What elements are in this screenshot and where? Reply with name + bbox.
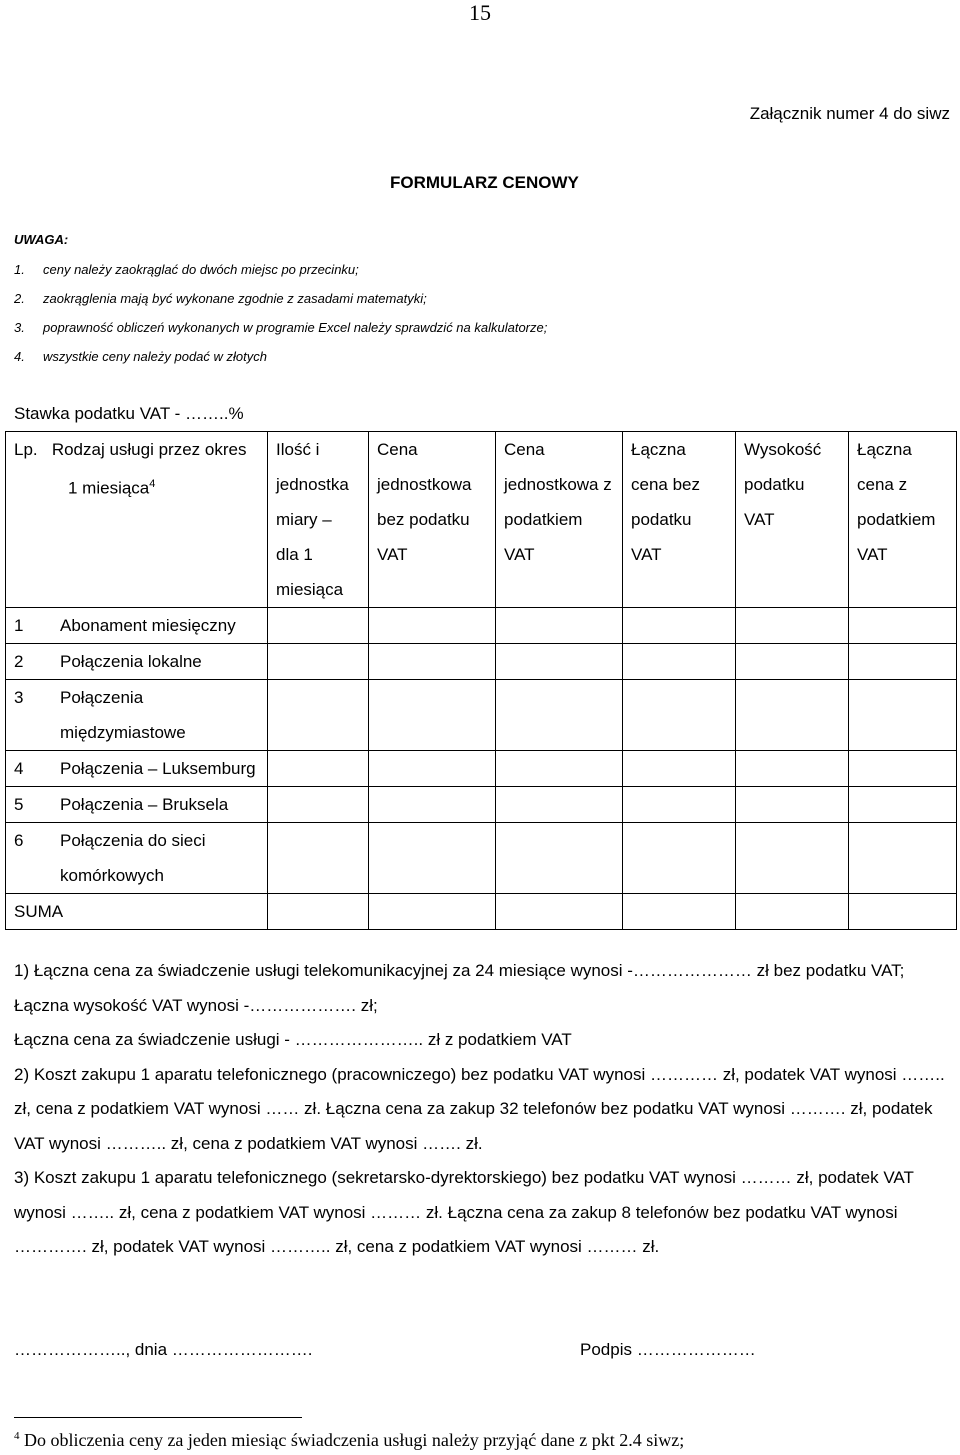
unit-price-net-cell[interactable] xyxy=(369,787,496,823)
unit-price-gross-cell[interactable] xyxy=(496,823,623,894)
sum-label: SUMA xyxy=(6,894,268,930)
table-header-row xyxy=(6,432,957,608)
notice-list xyxy=(14,262,547,378)
footnote-number: 4 xyxy=(14,1430,20,1442)
paragraph-line: Łączna wysokość VAT wynosi -………………. zł; xyxy=(14,996,378,1015)
unit-price-gross-cell[interactable] xyxy=(496,608,623,644)
total-net-cell[interactable] xyxy=(623,608,736,644)
table-row xyxy=(6,608,957,644)
vat-amount-cell[interactable] xyxy=(736,823,849,894)
paragraph-line: wynosi …….. zł, cena z podatkiem VAT wynosi ……… zł. Łączna cena za zakup 8 telefonów bez podatku VAT wynosi xyxy=(14,1203,898,1222)
page-number: 15 xyxy=(469,0,491,25)
vat-amount-cell[interactable] xyxy=(736,644,849,680)
notice-label: UWAGA: xyxy=(14,232,69,247)
quantity-cell[interactable] xyxy=(268,680,369,751)
footnote-mark: 4 xyxy=(149,478,156,490)
date-line: ……………….., dnia ……………………. xyxy=(14,1340,313,1359)
paragraph-line: 3) Koszt zakupu 1 aparatu telefonicznego (sekretarsko-dyrektorskiego) bez podatku VAT wynosi ……… zł, podatek VAT xyxy=(14,1168,914,1187)
paragraph-line: zł, cena z podatkiem VAT wynosi …… zł. Łączna cena za zakup 32 telefonów bez podatku VAT wynosi ………. zł, podatek xyxy=(14,1099,933,1118)
vat-amount-cell[interactable] xyxy=(736,787,849,823)
document-title: FORMULARZ CENOWY xyxy=(390,173,579,192)
table-row xyxy=(6,644,957,680)
unit-price-net-cell[interactable] xyxy=(369,894,496,930)
total-net-cell[interactable] xyxy=(623,644,736,680)
quantity-cell[interactable] xyxy=(268,751,369,787)
service-cell: 6 Połączenia do sieci komórkowych xyxy=(6,823,268,894)
paragraph-line: 2) Koszt zakupu 1 aparatu telefonicznego (pracowniczego) bez podatku VAT wynosi ………… zł, podatek VAT wynosi …….. xyxy=(14,1065,945,1084)
notice-item: 3. poprawność obliczeń wykonanych w programie Excel należy sprawdzić na kalkulatorze; xyxy=(14,320,548,335)
unit-price-net-cell[interactable] xyxy=(369,644,496,680)
total-net-cell[interactable] xyxy=(623,680,736,751)
paragraph-line: …………. zł, podatek VAT wynosi ……….. zł, cena z podatkiem VAT wynosi ……… zł. xyxy=(14,1237,660,1256)
table-row xyxy=(6,823,957,894)
unit-price-net-cell[interactable] xyxy=(369,680,496,751)
total-gross-cell[interactable] xyxy=(849,823,957,894)
total-gross-cell[interactable] xyxy=(849,680,957,751)
table-row xyxy=(6,751,957,787)
table-sum-row xyxy=(6,894,957,930)
paragraph-line: 1) Łączna cena za świadczenie usługi telekomunikacyjnej za 24 miesiące wynosi -………………… zł bez podatku VAT; xyxy=(14,961,905,980)
quantity-cell[interactable] xyxy=(268,823,369,894)
total-gross-cell[interactable] xyxy=(849,644,957,680)
annex-label: Załącznik numer 4 do siwz xyxy=(749,104,950,123)
vat-amount-cell[interactable] xyxy=(736,894,849,930)
unit-price-gross-cell[interactable] xyxy=(496,894,623,930)
service-cell: 4 Połączenia – Luksemburg xyxy=(6,751,268,787)
header-total-gross: Łączna cena z podatkiem VAT xyxy=(849,432,957,608)
unit-price-gross-cell[interactable] xyxy=(496,751,623,787)
total-net-cell[interactable] xyxy=(623,894,736,930)
total-gross-cell[interactable] xyxy=(849,608,957,644)
header-vat-amount: Wysokość podatku VAT xyxy=(736,432,849,608)
vat-rate-line: Stawka podatku VAT - ……..% xyxy=(14,404,244,423)
total-net-cell[interactable] xyxy=(623,823,736,894)
paragraph-line: VAT wynosi ……….. zł, cena z podatkiem VAT wynosi ……. zł. xyxy=(14,1134,483,1153)
unit-price-gross-cell[interactable] xyxy=(496,680,623,751)
price-table xyxy=(5,431,957,930)
service-cell: 3 Połączenia międzymiastowe xyxy=(6,680,268,751)
notice-item: 1. ceny należy zaokrąglać do dwóch miejsc po przecinku; xyxy=(14,262,359,277)
header-quantity: Ilość i jednostka miary – dla 1 miesiąca xyxy=(268,432,369,608)
signature-line: Podpis ………………… xyxy=(580,1340,756,1359)
vat-amount-cell[interactable] xyxy=(736,751,849,787)
header-unit-price-net: Cena jednostkowa bez podatku VAT xyxy=(369,432,496,608)
quantity-cell[interactable] xyxy=(268,644,369,680)
service-cell: 1 Abonament miesięczny xyxy=(6,608,268,644)
total-gross-cell[interactable] xyxy=(849,894,957,930)
total-net-cell[interactable] xyxy=(623,751,736,787)
quantity-cell[interactable] xyxy=(268,608,369,644)
header-service: Lp. Rodzaj usługi przez okres 1 miesiąca$^4$ xyxy=(6,432,268,608)
total-net-cell[interactable] xyxy=(623,787,736,823)
total-gross-cell[interactable] xyxy=(849,787,957,823)
footnote: $^4$ Do obliczenia ceny za jeden miesiąc świadczenia usługi należy przyjąć dane z pkt 2.4 siwz; xyxy=(14,1430,685,1450)
vat-amount-cell[interactable] xyxy=(736,608,849,644)
header-unit-price-gross: Cena jednostkowa z podatkiem VAT xyxy=(496,432,623,608)
footnote-divider xyxy=(14,1417,302,1418)
paragraph-line: Łączna cena za świadczenie usługi - ………………….. zł z podatkiem VAT xyxy=(14,1030,572,1049)
header-total-net: Łączna cena bez podatku VAT xyxy=(623,432,736,608)
unit-price-gross-cell[interactable] xyxy=(496,644,623,680)
notice-item: 4. wszystkie ceny należy podać w złotych xyxy=(14,349,267,364)
service-cell: 5 Połączenia – Bruksela xyxy=(6,787,268,823)
unit-price-net-cell[interactable] xyxy=(369,751,496,787)
table-row xyxy=(6,787,957,823)
unit-price-net-cell[interactable] xyxy=(369,608,496,644)
quantity-cell[interactable] xyxy=(268,894,369,930)
unit-price-gross-cell[interactable] xyxy=(496,787,623,823)
quantity-cell[interactable] xyxy=(268,787,369,823)
table-row xyxy=(6,680,957,751)
notice-item: 2. zaokrąglenia mają być wykonane zgodnie z zasadami matematyki; xyxy=(14,291,427,306)
total-gross-cell[interactable] xyxy=(849,751,957,787)
service-cell: 2 Połączenia lokalne xyxy=(6,644,268,680)
unit-price-net-cell[interactable] xyxy=(369,823,496,894)
vat-amount-cell[interactable] xyxy=(736,680,849,751)
